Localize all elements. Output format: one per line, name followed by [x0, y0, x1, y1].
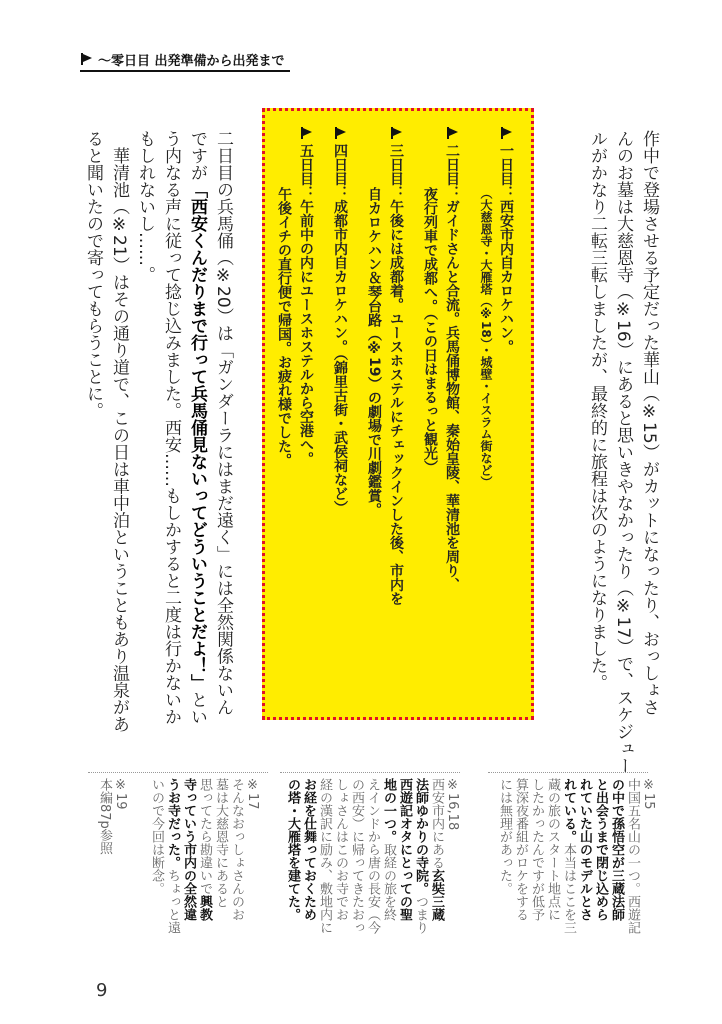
day3-line1: 午後には成都着。ユースホステルにチェックインした後、市内を	[388, 199, 404, 606]
after-text-line: もしれないし……。	[135, 130, 155, 283]
itinerary-day4	[331, 127, 349, 515]
note-bold: 法師ゆかりの寺院。	[413, 778, 428, 895]
day3-label: 三日目：	[388, 143, 404, 200]
note-rule	[88, 772, 268, 773]
itinerary-box	[262, 108, 534, 720]
note-16-18	[284, 778, 460, 934]
note-text: ちょっと遠	[165, 869, 180, 934]
note-line: の西安）に帰ってきたおっ	[349, 778, 364, 934]
main-text-block	[584, 130, 662, 774]
note-line	[196, 778, 212, 934]
after-text-post: とい	[187, 691, 207, 725]
itinerary-day1	[497, 127, 515, 354]
flag-icon	[300, 127, 312, 139]
header-rule	[80, 70, 290, 72]
note-line: の塔・大雁塔を建てた。	[285, 778, 300, 921]
note-line	[428, 778, 444, 934]
flag-icon	[80, 53, 92, 65]
day1-line2: （大慈恩寺・大雁塔（※18）・城壁・イスラム街など）	[479, 187, 493, 488]
note-number: ※19	[113, 778, 128, 810]
note-line: いので今回は断念。	[149, 778, 164, 895]
page-number: 9	[96, 980, 108, 1001]
note-text: 思ってたら勘違いで	[197, 778, 212, 895]
note-text: つまり	[413, 895, 428, 934]
note-line: 本編87p参照	[97, 778, 112, 855]
note-line: 墓は大慈恩寺にあると	[213, 778, 228, 908]
after-text-line: う内なる声に従って捻じ込みました。西安……もしかすると二度は行かないか	[161, 130, 181, 725]
flag-icon	[500, 127, 512, 139]
itinerary-day1-sub	[477, 187, 495, 488]
note-number: ※17	[245, 778, 260, 810]
note-19	[96, 778, 128, 855]
day5-line2: 午後イチの直行便で帰国。お疲れ様でした。	[276, 187, 292, 467]
flag-icon	[390, 127, 402, 139]
note-text: 西安市内にある	[429, 778, 444, 869]
day2-line1: ガイドさんと合流。兵馬俑博物館、秦始皇陵、華清池を周り、	[444, 199, 460, 592]
after-text-bold: 「西安くんだりまで行って兵馬俑見ないってどういうことだよ！」	[187, 181, 207, 691]
after-text-line: 二日目の兵馬俑（※20）は「ガンダーラにはまだ遠く」には全然関係ないん	[213, 130, 233, 716]
note-rule	[488, 772, 648, 773]
day1-label: 一日目：	[498, 143, 514, 200]
itinerary-day3-sub	[365, 187, 383, 516]
after-text-line: ると聞いたので寄ってもらうことに。	[83, 130, 103, 419]
note-line: の中で孫悟空が三蔵法師	[609, 778, 624, 921]
note-line: には無理があった。	[497, 778, 512, 895]
note-text: 本当はここを三	[561, 843, 576, 934]
note-bold: うお寺だった。	[165, 778, 180, 869]
note-line: 蔵の旅のスタート地点に	[545, 778, 560, 921]
day5-label: 五日目：	[298, 143, 314, 200]
day5-line1: 午前中の内にユースホステルから空港へ。	[298, 199, 314, 466]
main-text-line: んのお墓は大慈恩寺（※16）にあると思いきやなかったり（※17）で、スケジュー	[613, 130, 633, 775]
day4-line1: 成都市内自カロケハン。（錦里古街・武侯祠など）	[332, 199, 348, 515]
note-line: そんなおっしょさんのお	[229, 778, 244, 921]
main-text-line: 作中で登場させる予定だった華山（※15）がカットになったり、おっしょさ	[639, 130, 659, 716]
note-17	[148, 778, 260, 934]
note-line	[412, 778, 428, 934]
note-line: と出会うまで閉じ込めら	[593, 778, 608, 921]
note-bold: れている。	[561, 778, 576, 843]
main-text-line: ルがかなり二転三転しましたが、最終的に旅程は次のようになりました。	[587, 130, 607, 691]
note-line: えインドから唐の長安（今	[365, 778, 380, 934]
note-line: 中国五名山の一つ。西遊記	[625, 778, 640, 934]
flag-icon	[446, 127, 458, 139]
note-line: 経の漢訳に励み、敷地内に	[317, 778, 332, 934]
after-text-block	[80, 130, 236, 733]
note-bold: 興教	[197, 895, 212, 921]
note-15	[496, 778, 656, 934]
itinerary-day5	[297, 127, 315, 466]
day4-label: 四日目：	[332, 143, 348, 200]
after-text-pre: ですが	[187, 130, 207, 181]
note-line: 西遊記オタにとっての聖	[397, 778, 412, 921]
itinerary-day5-sub	[275, 187, 293, 467]
note-line: れていた山のモデルとさ	[577, 778, 592, 921]
note-line	[380, 778, 396, 934]
note-line	[164, 778, 180, 934]
day3-line2: 自カロケハン＆琴台路（※19）の劇場で川劇鑑賞。	[366, 187, 382, 517]
note-line	[560, 778, 576, 934]
note-line: 算深夜番組がロケをする	[513, 778, 528, 921]
after-text-line: 華清池（※21）はその通り道で、この日は車中泊ということもあり温泉があ	[109, 147, 129, 733]
itinerary-day2-sub	[421, 187, 439, 474]
itinerary-day3	[387, 127, 405, 606]
flag-icon	[334, 127, 346, 139]
note-line: したかったんですが低予	[529, 778, 544, 921]
note-line: 寺っていう市内の全然違	[181, 778, 196, 921]
itinerary-day2	[443, 127, 461, 592]
chapter-title: ～零日目 出発準備から出発まで	[98, 53, 285, 69]
note-line: しょさんはこのお寺でお	[333, 778, 348, 921]
note-rule	[280, 772, 460, 773]
day2-line2: 夜行列車で成都へ。（この日はまるっと観光）	[422, 187, 438, 474]
note-text: 取経の旅を終	[381, 843, 396, 921]
note-bold: 玄奘三蔵	[429, 869, 444, 921]
after-text-line	[184, 130, 210, 733]
note-number: ※16,18	[445, 778, 460, 831]
note-number: ※15	[641, 778, 656, 810]
note-line: お経を仕舞っておくため	[301, 778, 316, 921]
day2-label: 二日目：	[444, 143, 460, 200]
chapter-header	[80, 48, 285, 70]
day1-line1: 西安市内自カロケハン。	[498, 199, 514, 354]
note-bold: 地の一つ。	[381, 778, 396, 843]
